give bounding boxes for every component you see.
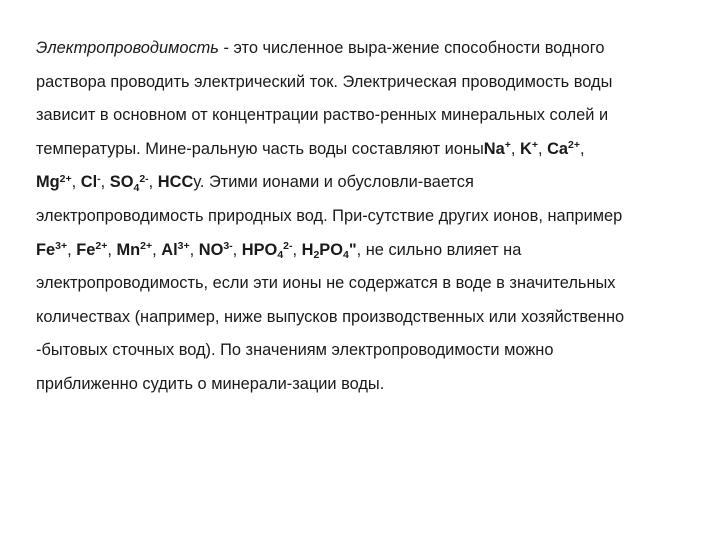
term-heading: Электропроводимость [36, 39, 219, 57]
text-segment: приближенно судить о минерали-зации воды. [36, 374, 385, 393]
text-segment: зависит в основном от концентрации раство-ренных минеральных солей и [36, 106, 609, 125]
line-10 [36, 337, 696, 371]
ion-k: K+ [519, 139, 538, 158]
text-segment: Этими ионами и обусловли-вается [208, 173, 474, 192]
ion-fe2: $Fe^{2+}$ [76, 239, 108, 259]
ion-cl: Cl- [80, 172, 101, 192]
line-2 [36, 69, 696, 103]
text-segment: - это численное выра-жение способности водного [218, 39, 605, 57]
line-7: $Fe^{3+}$, $Fe^{2+}$, $Mn^{2+}$, $Al^{3+}$, $NO^{3-}$, $HPO_4^{2-}$, $H_2PO_4$", не сильно влияет на [36, 239, 522, 262]
ion-mn: $Mn^{2+}$ [116, 239, 153, 259]
line-5: $Mg^{2+}$, Cl-, $SO_4^{2-}$, HCCу. Этими ионами и обусловли-вается [36, 172, 474, 195]
text-segment: количествах (например, ниже выпусков производственных или хозяйственно [36, 307, 625, 326]
line-3 [36, 102, 696, 136]
text-segment: электропроводимость природных вод. При-сутствие других ионов, например [36, 206, 623, 225]
ion-al: $Al^{3+}$ [161, 239, 190, 259]
text-segment: раствора проводить электрический ток. Электрическая проводимость воды [36, 72, 613, 91]
line-4: температуры. Мине-ральную часть воды составляют ионыNa+, K+, $Ca^{2+}$, [36, 139, 585, 158]
text-segment: электропроводимость, если эти ионы не содержатся в воде в значительных [36, 274, 616, 293]
ion-fe3: $Fe^{3+}$ [36, 239, 68, 259]
ion-ca: $Ca^{2+}$ [547, 139, 580, 158]
ion-hcc-tail: у. [193, 173, 205, 192]
ion-hpo4: $HPO_4^{2-}$ [241, 239, 293, 262]
line-9 [36, 304, 696, 338]
ion-no3: $NO^{3-}$ [198, 239, 233, 259]
text-segment: температуры. Мине-ральную часть воды составляют ионы [36, 139, 484, 158]
line-11 [36, 371, 696, 405]
text-segment: не сильно влияет на [365, 240, 522, 259]
ion-hcc: HCC [157, 173, 194, 192]
line-8 [36, 270, 696, 304]
ion-mg: $Mg^{2+}$ [36, 172, 72, 192]
ion-h2po4: $H_2PO_4$" [301, 240, 357, 262]
line-6 [36, 203, 696, 237]
paragraph [36, 35, 696, 405]
line-1 [36, 35, 696, 69]
ion-so4: $SO_4^{2-}$ [109, 172, 149, 195]
text-segment: -бытовых сточных вод). По значениям электропроводимости можно [36, 341, 554, 360]
ion-na: Na+ [483, 139, 511, 158]
